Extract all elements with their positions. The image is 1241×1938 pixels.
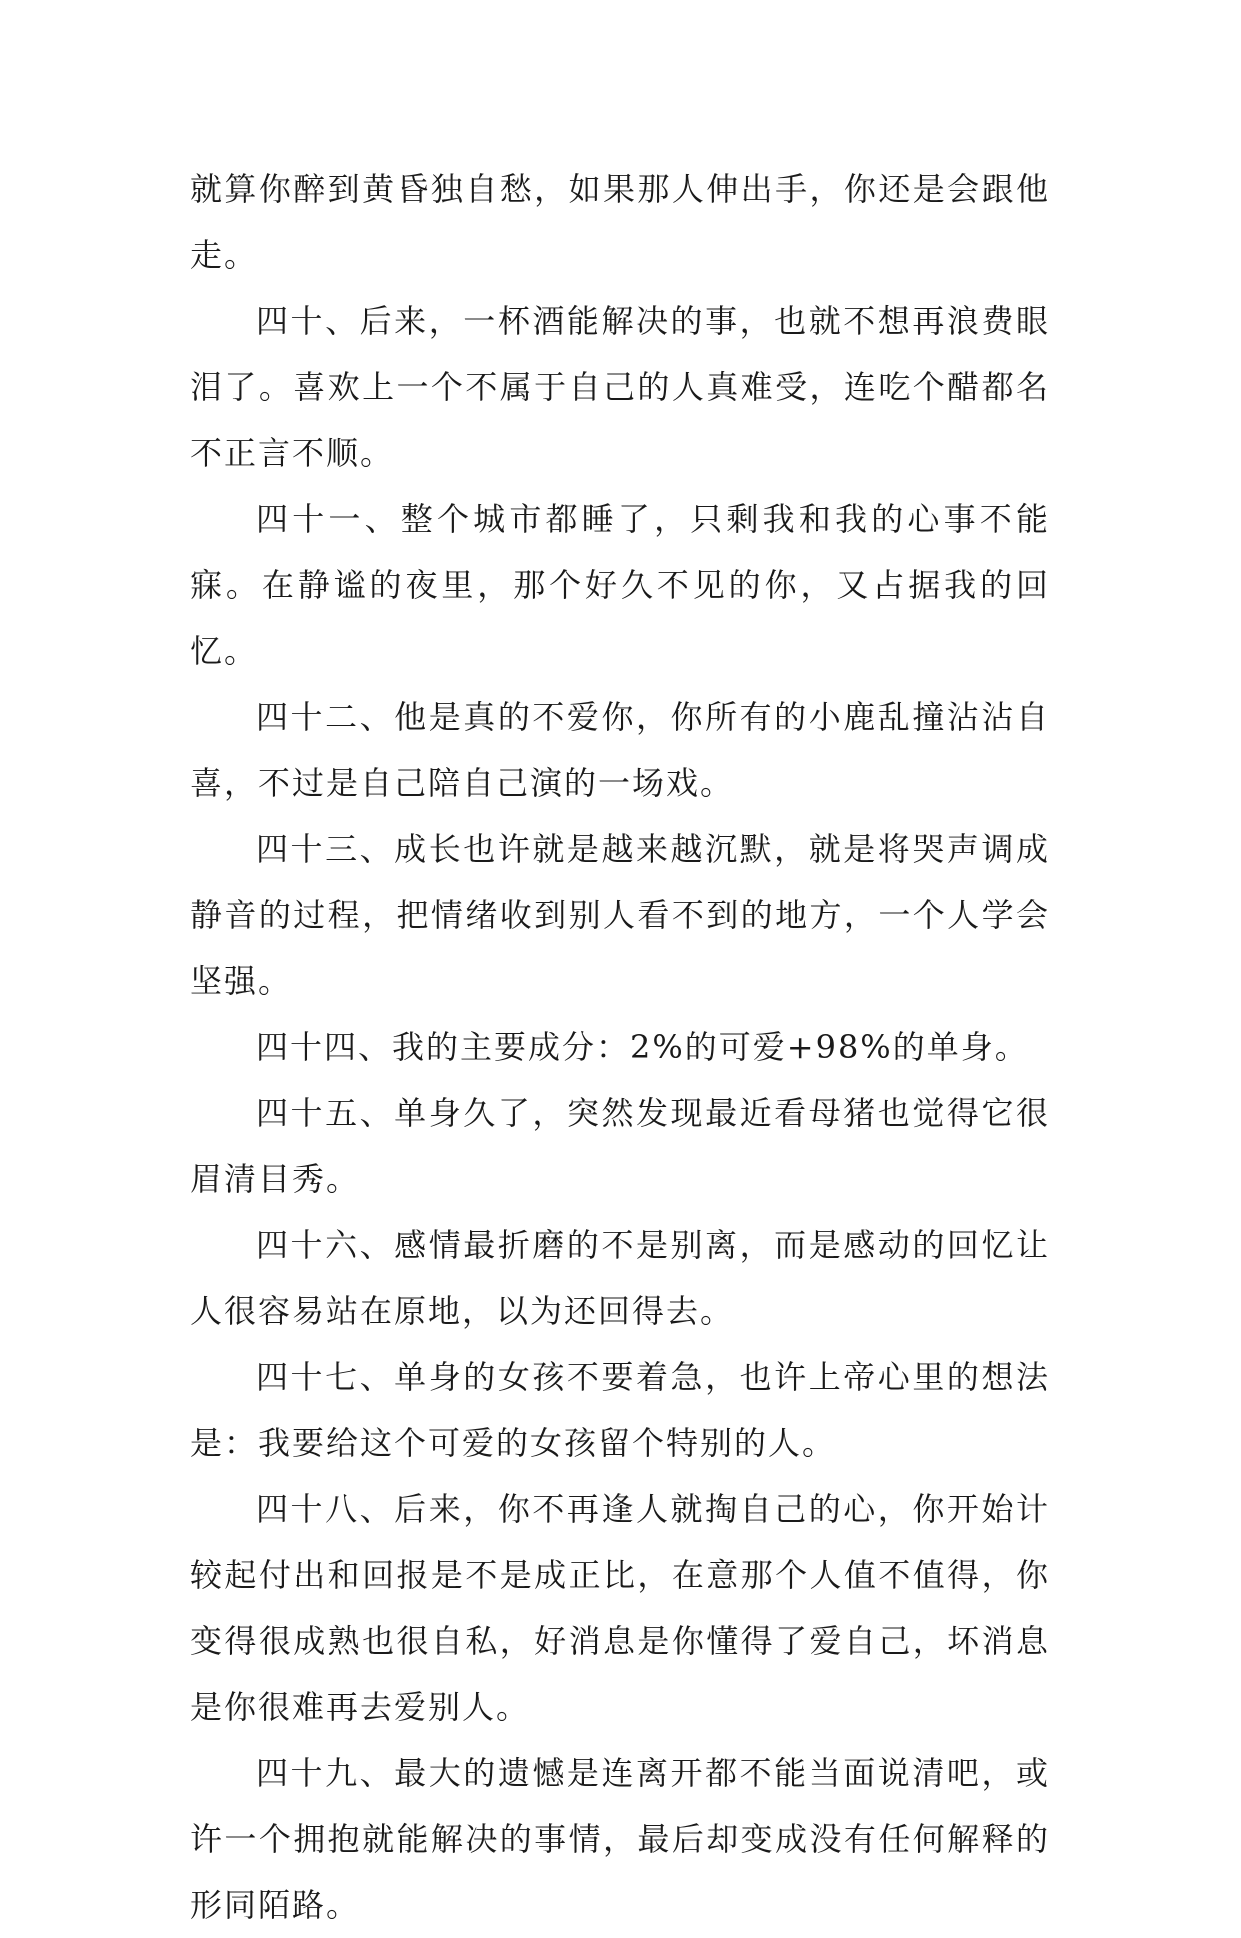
paragraph-44: 四十四、我的主要成分：2%的可爱+98%的单身。	[256, 1028, 1029, 1066]
paragraph-40: 四十、后来，一杯酒能解决的事，也就不想再浪费眼泪了。喜欢上一个不属于自己的人真难受，连吃个醋都名不正言不顺。	[190, 302, 1050, 472]
paragraph-41: 四十一、整个城市都睡了，只剩我和我的心事不能寐。在静谧的夜里，那个好久不见的你，又占据我的回忆。	[190, 500, 1050, 670]
paragraph-47: 四十七、单身的女孩不要着急，也许上帝心里的想法是：我要给这个可爱的女孩留个特别的人。	[190, 1358, 1050, 1462]
paragraph-46: 四十六、感情最折磨的不是别离，而是感动的回忆让人很容易站在原地，以为还回得去。	[190, 1226, 1050, 1330]
paragraph-continuation: 就算你醉到黄昏独自愁，如果那人伸出手，你还是会跟他走。	[190, 170, 1050, 274]
paragraph-43: 四十三、成长也许就是越来越沉默，就是将哭声调成静音的过程，把情绪收到别人看不到的地方，一个人学会坚强。	[190, 830, 1050, 1000]
paragraph-48: 四十八、后来，你不再逢人就掏自己的心，你开始计较起付出和回报是不是成正比，在意那个人值不值得，你变得很成熟也很自私，好消息是你懂得了爱自己，坏消息是你很难再去爱别人。	[190, 1490, 1050, 1726]
paragraph-42: 四十二、他是真的不爱你，你所有的小鹿乱撞沾沾自喜，不过是自己陪自己演的一场戏。	[190, 698, 1050, 802]
paragraph-45: 四十五、单身久了，突然发现最近看母猪也觉得它很眉清目秀。	[190, 1094, 1050, 1198]
document-body	[190, 156, 1050, 1938]
paragraph-49: 四十九、最大的遗憾是连离开都不能当面说清吧，或许一个拥抱就能解决的事情，最后却变成没有任何解释的形同陌路。	[190, 1754, 1050, 1924]
